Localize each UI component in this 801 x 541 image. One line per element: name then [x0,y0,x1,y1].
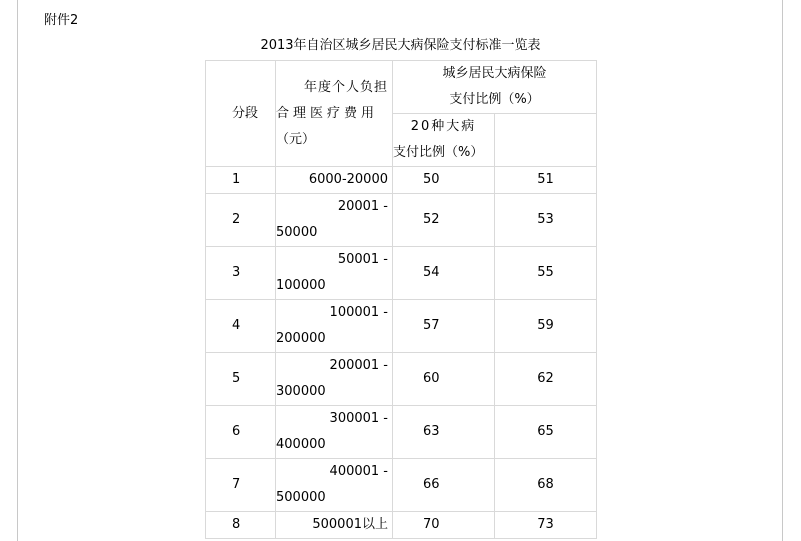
table-row [206,406,597,459]
rate-20-cell: 60 [393,353,495,406]
range-end: 200000 [276,331,326,346]
rate-20-cell: 50 [393,167,495,194]
range-cell [276,353,393,406]
rate-20-cell: 70 [393,512,495,539]
header-group [393,61,597,114]
rate-general-cell: 51 [495,167,597,194]
range-start: 300001 - [329,411,388,426]
range-cell [276,300,393,353]
rate-20-cell: 52 [393,194,495,247]
range-cell [276,247,393,300]
rate-20-cell: 63 [393,406,495,459]
range-cell [276,459,393,512]
range-end: 500000 [276,490,326,505]
header-group-line1: 城乡居民大病保险 [442,66,547,81]
range-cell [276,167,393,194]
range-start: 100001 - [329,305,388,320]
header-segment: 分段 [206,61,276,167]
header-sub-20-diseases [393,114,495,167]
range-start: 400001 - [329,464,388,479]
header-sub-empty [495,114,597,167]
rate-general-cell: 65 [495,406,597,459]
segment-cell: 1 [206,167,276,194]
rate-general-cell: 53 [495,194,597,247]
rate-general-cell: 55 [495,247,597,300]
table-row [206,247,597,300]
rate-general-cell: 73 [495,512,597,539]
rate-20-cell: 66 [393,459,495,512]
range-start: 50001 - [337,252,388,267]
table-row [206,353,597,406]
segment-cell: 6 [206,406,276,459]
header-cost-line2: 合理医疗费用 [276,105,379,121]
range-end: 400000 [276,437,326,452]
rate-20-cell: 54 [393,247,495,300]
header-sub-line2: 支付比例（%） [393,145,484,160]
attachment-label: 附件2 [44,13,79,28]
table-row [206,459,597,512]
segment-cell: 7 [206,459,276,512]
segment-cell: 2 [206,194,276,247]
table-row [206,167,597,194]
header-group-line2: 支付比例（%） [449,92,540,107]
rate-general-cell: 59 [495,300,597,353]
range-end: 50000 [276,225,318,240]
header-cost-line3: （元） [276,131,316,147]
payment-standard-table [205,60,597,539]
range-end: 100000 [276,278,326,293]
segment-cell: 3 [206,247,276,300]
range-text: 6000-20000 [308,172,388,187]
range-cell [276,406,393,459]
table-row [206,512,597,539]
rate-20-cell: 57 [393,300,495,353]
rate-general-cell: 62 [495,353,597,406]
header-sub-line1: 20种大病 [410,119,477,134]
table-row [206,300,597,353]
header-cost-line1: 年度个人负担 [303,79,388,95]
segment-cell: 8 [206,512,276,539]
table-row [206,194,597,247]
header-cost [276,61,393,167]
table-title: 2013年自治区城乡居民大病保险支付标准一览表 [260,38,541,53]
range-end: 300000 [276,384,326,399]
range-cell [276,194,393,247]
segment-cell: 5 [206,353,276,406]
range-text: 500001以上 [312,517,388,532]
header-row-1 [206,61,597,114]
rate-general-cell: 68 [495,459,597,512]
range-start: 20001 - [337,199,388,214]
range-cell [276,512,393,539]
range-start: 200001 - [329,358,388,373]
segment-cell: 4 [206,300,276,353]
